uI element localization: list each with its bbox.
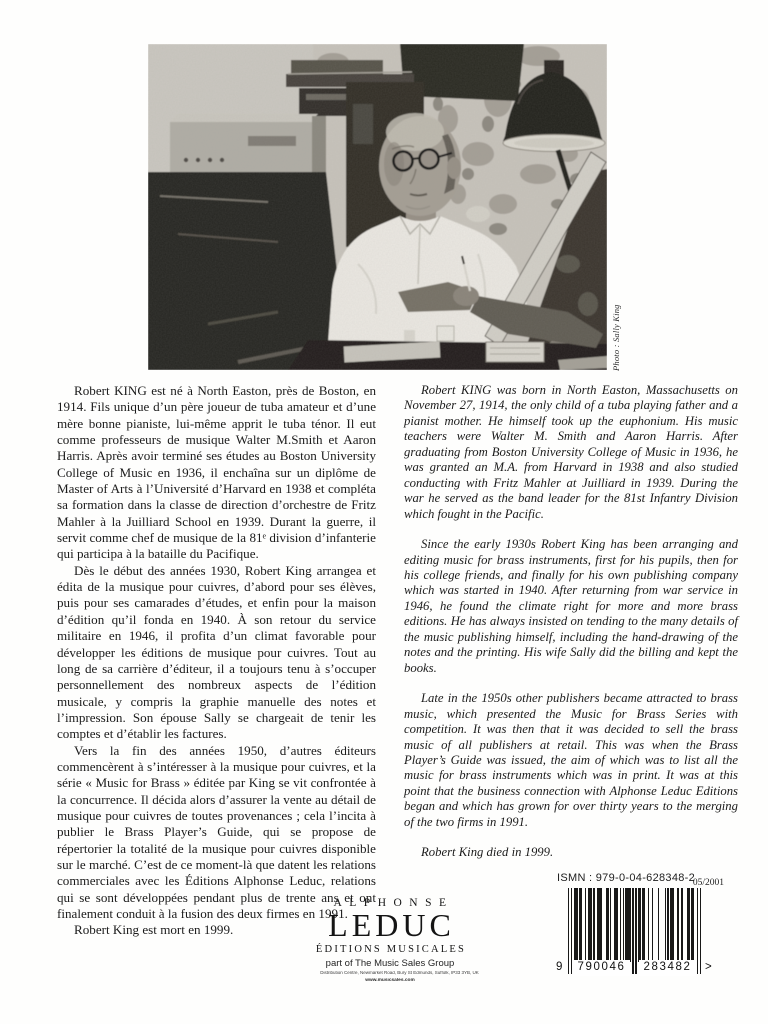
- english-paragraph-4: Robert King died in 1999.: [421, 845, 554, 860]
- barcode-end-char: >: [705, 961, 712, 973]
- english-paragraph-2: Since the early 1930s Robert King has been arranging and editing music for brass instruments, first for his pupils, then for his college friends, and finally for his own publishing company which was started in 1940. After returning from war service in 1946, he found the climate right for more and more brass editions. He has always insisted on tending to the many details of the music publishing himself, including the hand-drawing of the notes and the printing. His wife Sally did the billing and kept the books.: [404, 537, 738, 675]
- barcode-digits-left: 790046: [573, 960, 630, 976]
- ismn-number: ISMN : 979-0-04-628348-2: [557, 872, 696, 884]
- english-paragraph-1: Robert KING was born in North Easton, Massachusetts on November 27, 1914, the only child of a tuba playing father and a pianist mother. He himself took up the euphonium. His music teachers were Walter M. Smith and Aaron Harris. After graduating from Boston University College of Music in 1936, he was granted an M.A. from Harvard in 1938 and also studied conducting with Fritz Mahler at Juilliard in 1939. During the war he served as the band leader for the 81st Infantry Division which fought in the Pacific.: [404, 383, 738, 521]
- english-paragraph-3: Late in the 1950s other publishers became attracted to brass music, which presented the Music for Brass Series with competition. It was then that it was decided to sell the brass music of all publishers at retail. This was when the Brass Player’s Guide was issued, the aim of which was to list all the music for brass instruments which was in print. It was at this point that the business connection with Alphonse Leduc Editions began and which has grown for over thirty years to the merging of the two firms in 1991.: [404, 691, 738, 829]
- english-bio-column: [404, 383, 738, 891]
- edition-date-code: 05/2001: [692, 877, 724, 888]
- french-paragraph-4: Robert King est mort en 1999.: [74, 922, 234, 938]
- french-paragraph-1: Robert KING est né à North Easton, près de Boston, en 1914. Fils unique d’un père joueur de tuba amateur et d’une mère bonne pianiste, lui-même apprit le tuba ténor. Il eut comme professeurs de musique Walter M.Smith et Aaron Harris. Après avoir terminé ses études au Boston University College of Music en 1936, il enchaîna sur un diplôme de Master of Arts à l’Université d’Harvard en 1938 et compléta sa formation dans la classe de direction d’orchestre de Fritz Mahler à la Juilliard School en 1939. Durant la guerre, il servit comme chef de musique de la 81ᵉ division d’infanterie qui participa à la bataille du Pacifique.: [57, 383, 376, 562]
- logo-leduc-wordmark: LEDUC: [328, 907, 455, 943]
- logo-address-line: Distribution Centre, Newmarket Road, Bury St Edmunds, Suffolk, IP33 3YB, UK: [320, 970, 479, 976]
- film-grain-overlay: [148, 44, 607, 370]
- french-paragraph-2: Dès le début des années 1930, Robert King arrangea et édita de la musique pour cuivres, d’abord pour ses élèves, puis pour ses camarades d’études, et enfin pour la maison d’édition qu’il fonda en 1940. À son retour du service militaire en 1946, il profita d’un climat favorable pour développer les éditions de musique pour cuivres. Tout au long de sa carrière d’éditeur, il a toujours tenu à s’occuper personnellement des nombreux aspects de l’édition musicale, y compris la graphie manuelle des notes et l’impression. Son épouse Sally se chargeait de tenir les comptes et d’établir les factures.: [57, 562, 376, 742]
- leduc-logo: [297, 897, 483, 984]
- french-paragraph-3: Vers la fin des années 1950, d’autres éditeurs commencèrent à s’intéresser à la musique pour cuivres, et la série « Music for Brass » éditée par King se vit confrontée à la concurrence. Il décida alors d’assurer la vente au détail de musique pour cuivres de toutes provenances ; cela l’incita à publier le Brass Player’s Guide, qui se propose de répertorier la totalité de la musique pour cuivres disponible sur le marché. C’est de ce moment-là que datent les relations commerciales avec les Éditions Alphonse Leduc, relations qui se sont développées pendant plus de trente ans et ont finalement conduit à la fusion des deux firmes en 1991.: [57, 742, 376, 921]
- barcode-first-digit: 9: [556, 961, 563, 973]
- logo-website-line: www.musicsales.com: [365, 977, 415, 983]
- robert-king-photo: [148, 44, 607, 370]
- photo-illustration: [148, 44, 607, 370]
- photo-credit: Photo : Sally King: [611, 304, 621, 371]
- logo-music-sales-group-line: part of The Music Sales Group: [325, 957, 455, 969]
- logo-alphonse-line: ALPHONSE: [333, 897, 454, 909]
- barcode-digits-right: 283482: [639, 960, 696, 976]
- logo-editions-musicales-line: ÉDITIONS MUSICALES: [315, 943, 467, 955]
- barcode-block: [557, 872, 727, 980]
- french-bio-column: [57, 383, 376, 939]
- ean13-barcode: [556, 888, 712, 980]
